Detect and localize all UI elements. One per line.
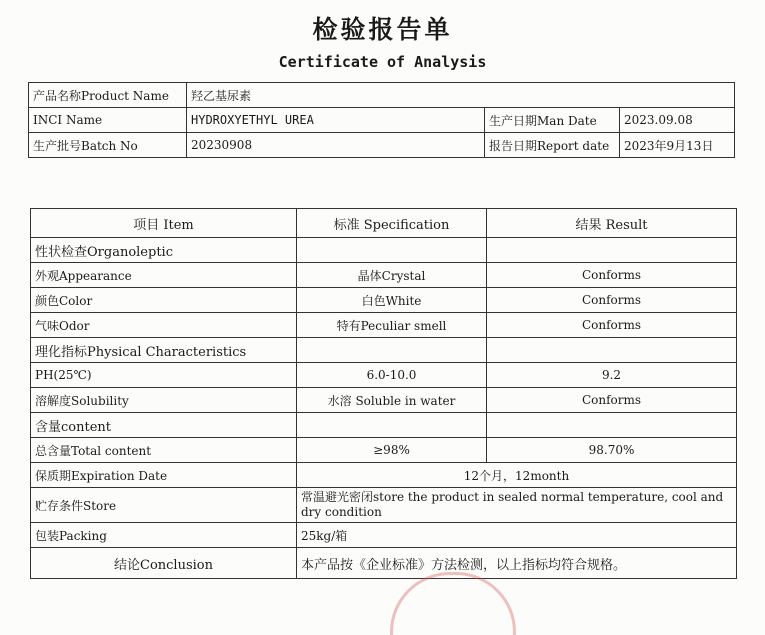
inci-value: HYDROXYETHYL UREA bbox=[187, 108, 485, 133]
report-date-label: 报告日期Report date bbox=[485, 133, 620, 158]
store-item: 贮存条件Store bbox=[31, 488, 297, 523]
packing-item: 包装Packing bbox=[31, 523, 297, 548]
table-row bbox=[31, 523, 737, 548]
table-row bbox=[31, 388, 737, 413]
product-name-row bbox=[29, 83, 735, 108]
ph-spec: 6.0-10.0 bbox=[297, 363, 487, 388]
color-result: Conforms bbox=[487, 288, 737, 313]
batch-row bbox=[29, 133, 735, 158]
odor-spec: 特有Peculiar smell bbox=[297, 313, 487, 338]
report-date-value: 2023年9月13日 bbox=[620, 133, 735, 158]
batch-label: 生产批号Batch No bbox=[29, 133, 187, 158]
results-table bbox=[30, 208, 737, 579]
batch-value: 20230908 bbox=[187, 133, 485, 158]
solubility-spec: 水溶 Soluble in water bbox=[297, 388, 487, 413]
header-item: 项目 Item bbox=[31, 209, 297, 238]
conclusion-item: 结论Conclusion bbox=[31, 548, 297, 579]
solubility-item: 溶解度Solubility bbox=[31, 388, 297, 413]
ph-result: 9.2 bbox=[487, 363, 737, 388]
header-result: 结果 Result bbox=[487, 209, 737, 238]
color-spec: 白色White bbox=[297, 288, 487, 313]
conclusion-value: 本产品按《企业标准》方法检测，以上指标均符合规格。 bbox=[297, 548, 737, 579]
total-content-result: 98.70% bbox=[487, 438, 737, 463]
product-name-label: 产品名称Product Name bbox=[29, 83, 187, 108]
table-row bbox=[31, 488, 737, 523]
expiration-item: 保质期Expiration Date bbox=[31, 463, 297, 488]
table-row bbox=[31, 548, 737, 579]
product-name-value: 羟乙基尿素 bbox=[187, 83, 735, 108]
company-seal bbox=[390, 572, 516, 635]
section-physical: 理化指标Physical Characteristics bbox=[31, 338, 297, 363]
total-content-item: 总含量Total content bbox=[31, 438, 297, 463]
odor-result: Conforms bbox=[487, 313, 737, 338]
table-row bbox=[31, 438, 737, 463]
expiration-value: 12个月，12month bbox=[297, 463, 737, 488]
section-organoleptic-row bbox=[31, 238, 737, 263]
appearance-spec: 晶体Crystal bbox=[297, 263, 487, 288]
inci-row bbox=[29, 108, 735, 133]
total-content-spec: ≥98% bbox=[297, 438, 487, 463]
table-row bbox=[31, 463, 737, 488]
man-date-label: 生产日期Man Date bbox=[485, 108, 620, 133]
product-info-table bbox=[28, 82, 735, 158]
solubility-result: Conforms bbox=[487, 388, 737, 413]
results-header-row bbox=[31, 209, 737, 238]
section-content-row bbox=[31, 413, 737, 438]
table-row bbox=[31, 313, 737, 338]
section-content: 含量content bbox=[31, 413, 297, 438]
document-title: 检验报告单 bbox=[312, 15, 453, 44]
odor-item: 气味Odor bbox=[31, 313, 297, 338]
section-physical-row bbox=[31, 338, 737, 363]
document-subtitle: Certificate of Analysis bbox=[278, 53, 487, 71]
ph-item: PH(25℃) bbox=[31, 363, 297, 388]
store-value: 常温避光密闭store the product in sealed normal temperature, cool and dry condition bbox=[297, 488, 737, 523]
table-row bbox=[31, 288, 737, 313]
header-spec: 标准 Specification bbox=[297, 209, 487, 238]
table-row bbox=[31, 263, 737, 288]
inci-label: INCI Name bbox=[29, 108, 187, 133]
man-date-value: 2023.09.08 bbox=[620, 108, 735, 133]
appearance-item: 外观Appearance bbox=[31, 263, 297, 288]
appearance-result: Conforms bbox=[487, 263, 737, 288]
color-item: 颜色Color bbox=[31, 288, 297, 313]
packing-value: 25kg/箱 bbox=[297, 523, 737, 548]
table-row bbox=[31, 363, 737, 388]
section-organoleptic: 性状检查Organoleptic bbox=[31, 238, 297, 263]
